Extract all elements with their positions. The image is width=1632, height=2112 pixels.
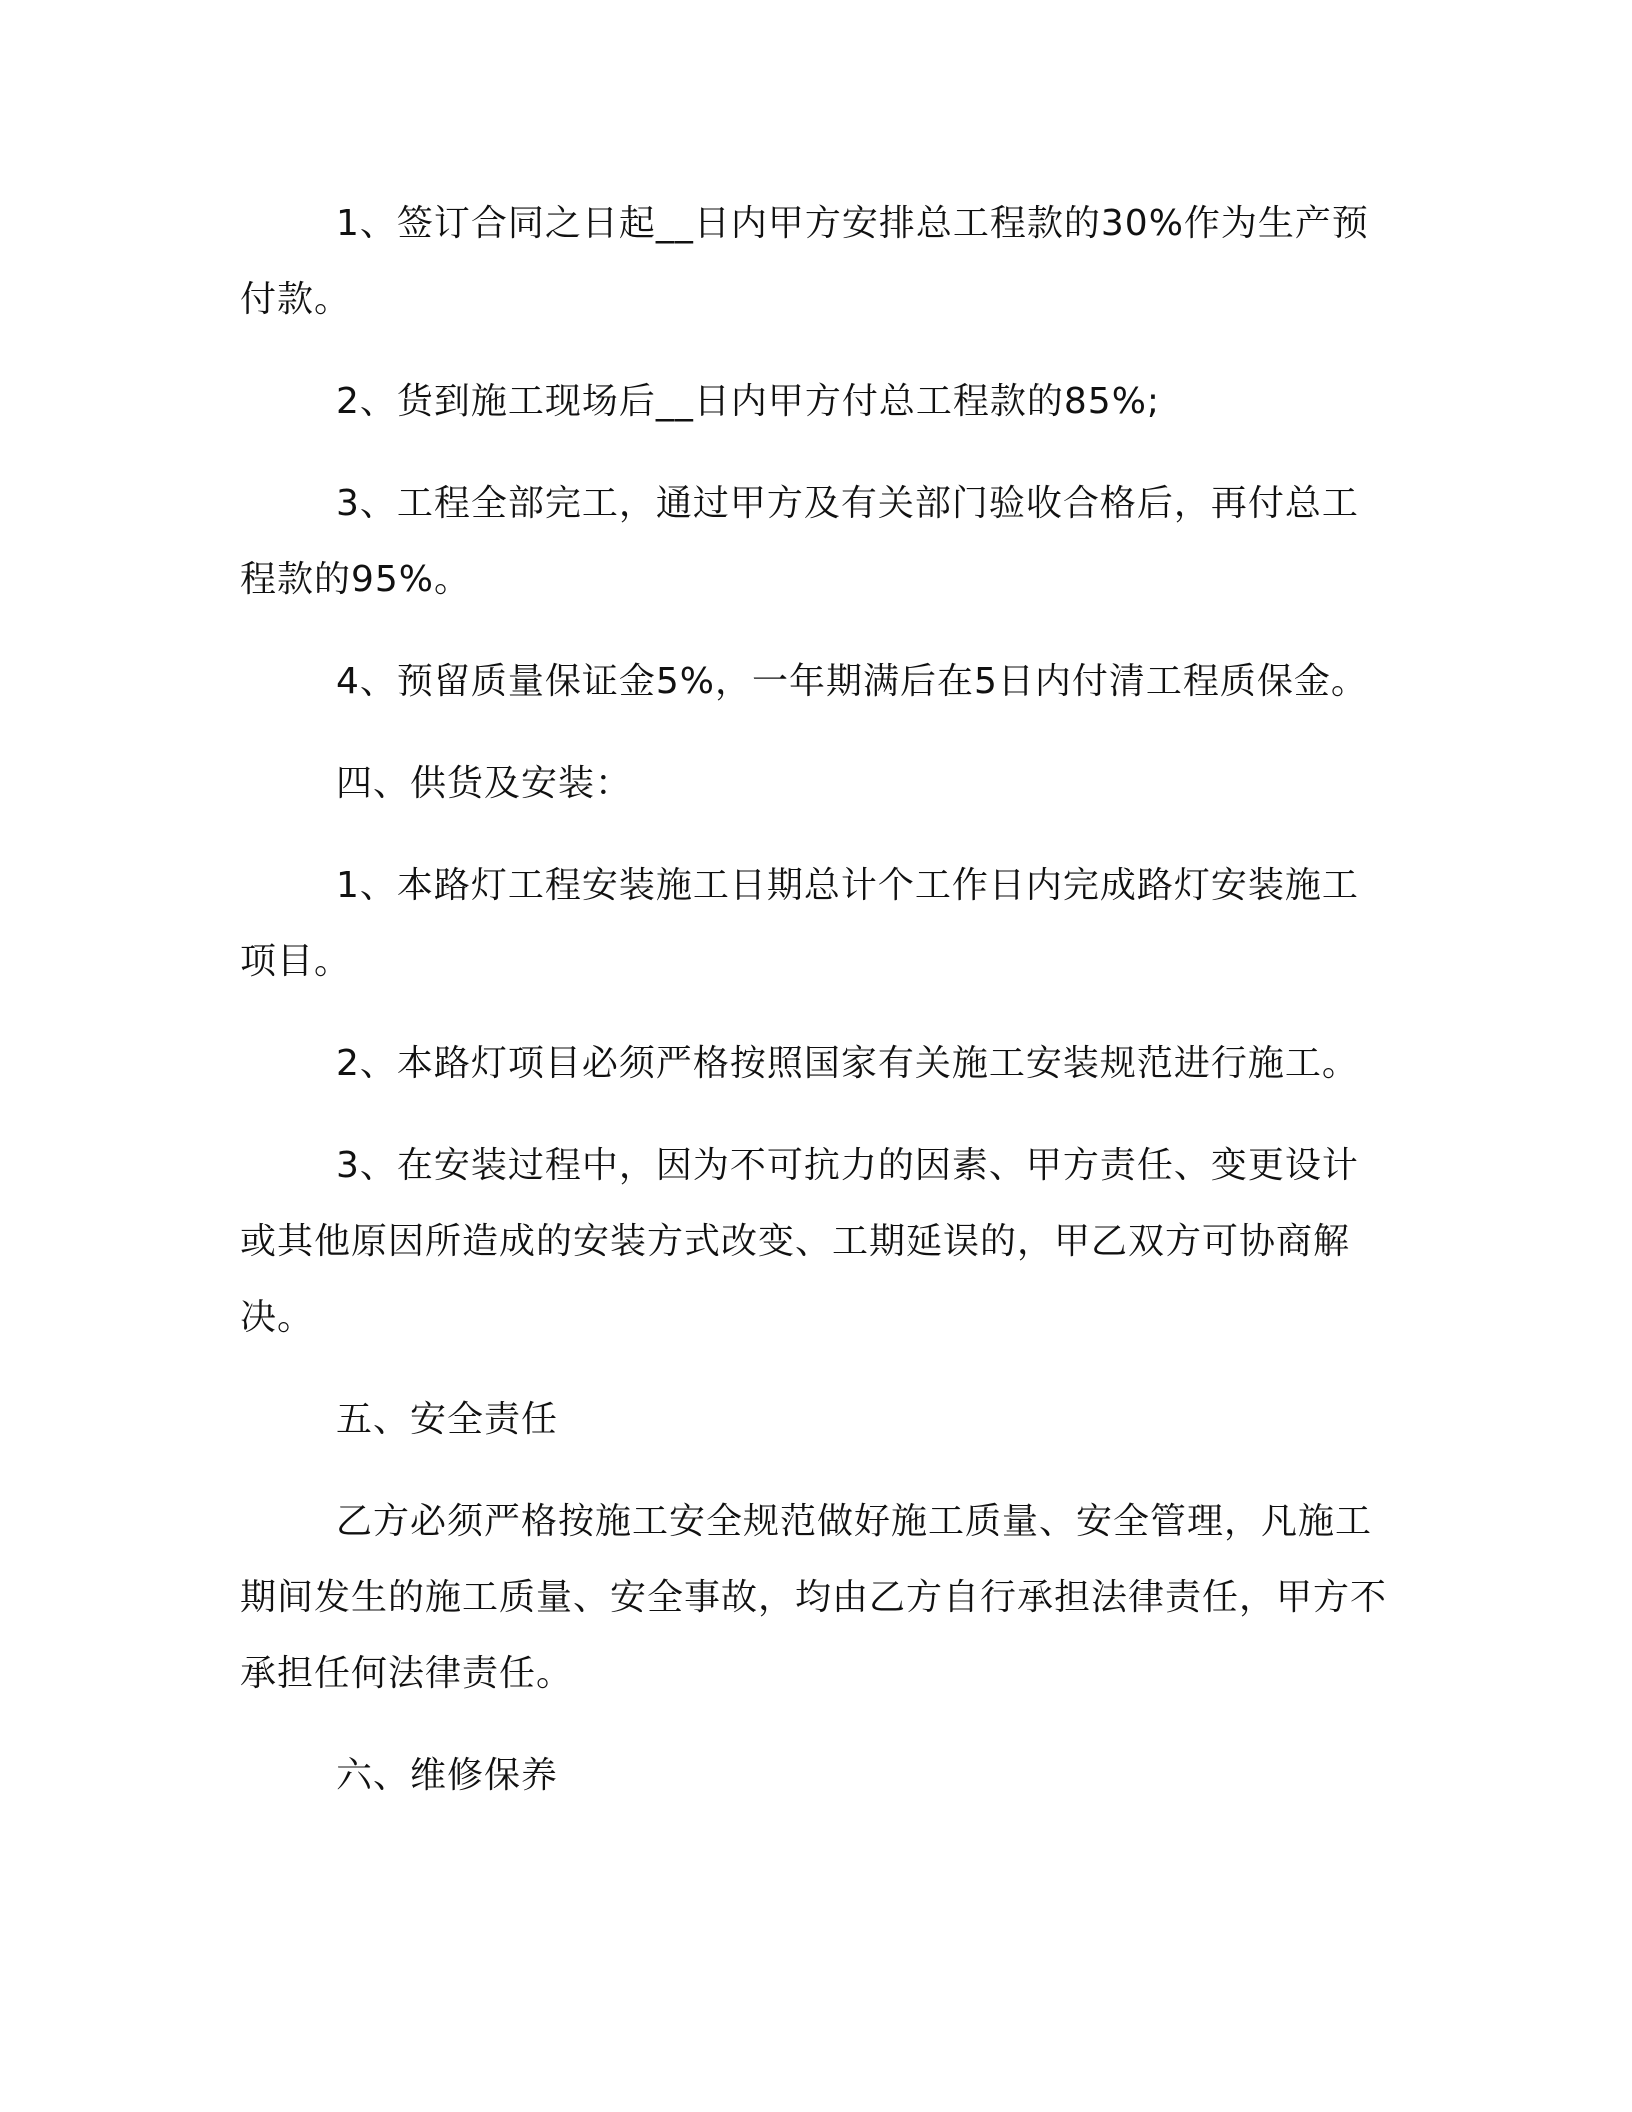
section-heading-supply-installation: 四、供货及安装： xyxy=(336,763,633,804)
installation-clause-2: 2、本路灯项目必须严格按照国家有关施工安装规范进行施工。 xyxy=(336,1043,1359,1084)
section-heading-maintenance: 六、维修保养 xyxy=(336,1755,559,1796)
safety-clause: 乙方必须严格按施工安全规范做好施工质量、安全管理，凡施工期间发生的施工质量、安全事故，均由乙方自行承担法律责任，甲方不承担任何法律责任。 xyxy=(240,1501,1388,1694)
payment-clause-2: 2、货到施工现场后__日内甲方付总工程款的85%; xyxy=(336,381,1161,422)
payment-clause-1: 1、签订合同之日起__日内甲方安排总工程款的30%作为生产预付款。 xyxy=(240,203,1369,320)
document-body xyxy=(240,186,1392,1814)
payment-clause-4: 4、预留质量保证金5%，一年期满后在5日内付清工程质保金。 xyxy=(336,661,1368,702)
payment-clause-3: 3、工程全部完工，通过甲方及有关部门验收合格后，再付总工程款的95%。 xyxy=(240,483,1359,600)
installation-clause-1: 1、本路灯工程安装施工日期总计个工作日内完成路灯安装施工项目。 xyxy=(240,865,1359,982)
section-heading-safety: 五、安全责任 xyxy=(336,1399,559,1440)
installation-clause-3: 3、在安装过程中，因为不可抗力的因素、甲方责任、变更设计或其他原因所造成的安装方式改变、工期延误的，甲乙双方可协商解决。 xyxy=(240,1145,1359,1338)
